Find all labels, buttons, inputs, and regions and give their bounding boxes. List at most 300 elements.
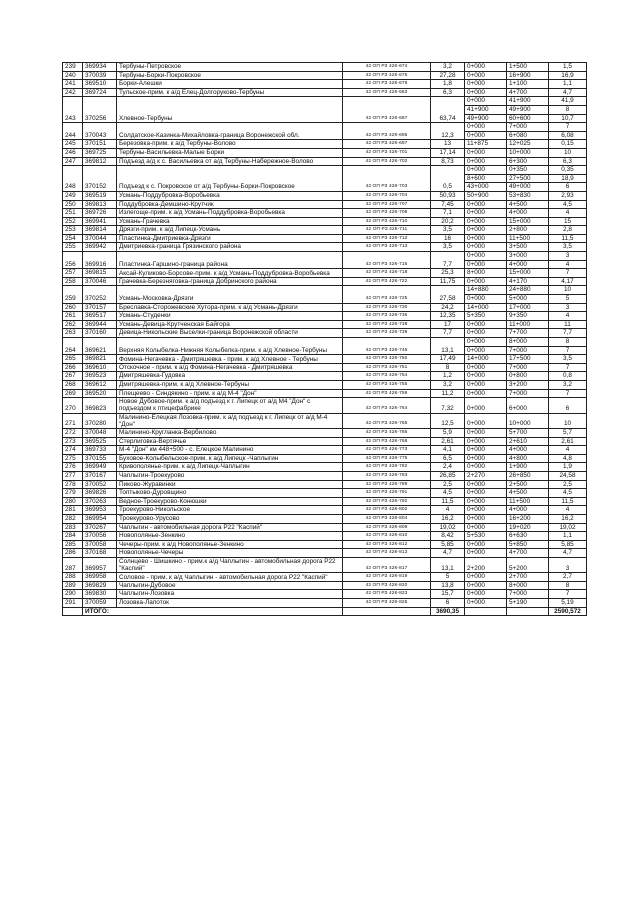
segment-start: [465, 413, 507, 428]
road-code: 370157: [83, 303, 117, 312]
row-number: 260: [63, 303, 83, 312]
road-code: 369525: [83, 437, 117, 446]
segment-length-value: 1,1: [563, 532, 572, 540]
road-code: 370252: [83, 286, 117, 303]
segment-km-value: 7+000: [507, 346, 548, 355]
road-name: Пластинка-Гаршино-граница района: [117, 252, 343, 269]
road-name: Буховое-Колыбельское-прим. к а/д Липецк -Чаплыгин: [117, 454, 343, 463]
table-row: [63, 269, 587, 278]
road-length: 13,8: [431, 581, 465, 590]
segment-km-value: 0+000: [467, 489, 485, 497]
segment-start: [465, 63, 507, 72]
segment-length-value: 6,3: [563, 157, 572, 165]
road-code: 370052: [83, 480, 117, 489]
row-number: 249: [63, 191, 83, 200]
road-name: Березовка-прим. к а/д Тербуны-Волово: [117, 140, 343, 149]
table-row: [63, 590, 587, 599]
road-designation: 42 ОП РЗ 42К-725: [343, 286, 431, 303]
table-row: [63, 312, 587, 321]
segment-km-value: 0+000: [467, 243, 485, 251]
table-row: [63, 581, 587, 590]
segment-start: [465, 454, 507, 463]
segment-km-value: 0+000: [467, 446, 485, 454]
segment-km-value: 0+000: [467, 514, 485, 522]
segment-length: [549, 380, 587, 389]
segment-km-value: 6+300: [509, 157, 527, 165]
road-name: Усмань-Грачевка: [117, 217, 343, 226]
road-length: 17: [431, 320, 465, 329]
road-code: 369814: [83, 226, 117, 235]
segment-start: [465, 277, 507, 286]
segment-km-value: 0+000: [467, 63, 485, 70]
road-name: Новополянье-Зенкино: [117, 532, 343, 541]
segment-km-value: 4+700: [509, 88, 527, 96]
segment-length: [549, 363, 587, 372]
segment-end: [507, 97, 549, 123]
road-name: Новое Дубовое-прим. к а/д подъезд к г. Липецк от а/д М4 "Дон" с подъездом к птицефабрике: [117, 398, 343, 413]
segment-end: [507, 454, 549, 463]
segment-start: [465, 166, 507, 192]
road-length: 1,8: [431, 80, 465, 89]
segment-length-value: 4,8: [563, 454, 572, 462]
road-designation: 42 ОП РЗ 42К-687: [343, 97, 431, 123]
road-length: 12,3: [431, 123, 465, 140]
segment-km-value: 19+020: [509, 523, 531, 531]
segment-start: [465, 363, 507, 372]
segment-km-value: 49+900: [507, 105, 548, 114]
segment-length: [549, 320, 587, 329]
segment-length: [549, 277, 587, 286]
segment-km-value: 0+000: [467, 463, 485, 471]
road-code: 370151: [83, 140, 117, 149]
segment-km-value: 5+530: [467, 532, 485, 540]
row-number: 264: [63, 338, 83, 355]
segment-start: [465, 599, 507, 608]
segment-end: [507, 428, 549, 437]
segment-km-value: 0+000: [467, 166, 485, 174]
road-length: 3,2: [431, 63, 465, 72]
segment-length-value: 0,8: [563, 372, 572, 380]
segment-length-value: 10: [563, 420, 572, 428]
total-label: ИТОГО:: [83, 607, 343, 616]
table-row: [63, 471, 587, 480]
road-name: Малинино-Елецкая Лозовка-прим. к а/д подъезд к г. Липецк от а/д М-4 "Дон": [117, 413, 343, 428]
road-designation: 42 ОП РЗ 42К-708: [343, 209, 431, 218]
segment-length: [549, 329, 587, 338]
row-number: 256: [63, 252, 83, 269]
segment-km-value: 50+900: [467, 191, 489, 199]
segment-length-value: 10,7: [549, 114, 586, 123]
row-number: 262: [63, 320, 83, 329]
segment-length-value: 2,5: [563, 480, 572, 488]
road-code: 369829: [83, 581, 117, 590]
roads-table: [62, 62, 587, 616]
segment-length-value: 4,7: [563, 549, 572, 557]
segment-length-value: 3: [565, 564, 570, 572]
road-designation: 42 ОП РЗ 42К-750: [343, 355, 431, 364]
segment-length-value: 41,9: [561, 97, 574, 105]
segment-length: [549, 446, 587, 455]
road-length: 5,85: [431, 540, 465, 549]
segment-length: [549, 413, 587, 428]
segment-km-value: 12+025: [509, 140, 531, 148]
segment-length-value: 6: [565, 404, 570, 412]
road-length: 12,5: [431, 413, 465, 428]
table-row: [63, 338, 587, 355]
segment-km-value: 26+850: [509, 471, 531, 479]
road-name: Тербуны-Петровское: [117, 63, 343, 72]
table-row: [63, 573, 587, 582]
segment-km-value: 0+000: [465, 260, 506, 269]
row-number: 283: [63, 523, 83, 532]
table-row: [63, 157, 587, 166]
segment-length: [549, 454, 587, 463]
road-length: 17,14: [431, 148, 465, 157]
segment-km-value: 15+000: [509, 217, 531, 225]
segment-start: [465, 320, 507, 329]
segment-km-value: 0+000: [467, 338, 485, 345]
segment-length: [549, 200, 587, 209]
table-row: [63, 380, 587, 389]
segment-end: [507, 355, 549, 364]
segment-length: [549, 523, 587, 532]
segment-length-value: 5,19: [561, 599, 574, 607]
row-number: 253: [63, 226, 83, 235]
segment-start: [465, 549, 507, 558]
segment-end: [507, 497, 549, 506]
road-length: 2,61: [431, 437, 465, 446]
row-number: 245: [63, 140, 83, 149]
segment-length-value: 8: [565, 338, 570, 345]
segment-length: [549, 140, 587, 149]
road-length: 1,2: [431, 372, 465, 381]
segment-km-value: 0+000: [467, 590, 485, 598]
road-designation: 42 ОП РЗ 42К-804: [343, 514, 431, 523]
road-length: 6,3: [431, 88, 465, 97]
segment-end: [507, 234, 549, 243]
segment-km-value: 0+000: [467, 329, 485, 337]
road-designation: 42 ОП РЗ 42К-802: [343, 506, 431, 515]
row-number: 241: [63, 80, 83, 89]
road-code: 370056: [83, 532, 117, 541]
segment-length: [549, 63, 587, 72]
road-name: Пластинка-Дмитриевка-Дрязги: [117, 234, 343, 243]
segment-km-value: 16+200: [509, 514, 531, 522]
road-designation: 42 ОП РЗ 42К-710: [343, 217, 431, 226]
table-row: [63, 506, 587, 515]
road-name: Троекурово-Урусово: [117, 514, 343, 523]
segment-km-value: 5+850: [509, 540, 527, 548]
road-length: 15,7: [431, 590, 465, 599]
segment-length-value: 15: [563, 217, 572, 225]
row-number: 279: [63, 489, 83, 498]
road-name: Новополянье-Чечеры: [117, 549, 343, 558]
segment-length: [549, 269, 587, 278]
segment-km-value: 0+000: [467, 573, 485, 581]
segment-end: [507, 363, 549, 372]
segment-length: [549, 88, 587, 97]
segment-end: [507, 157, 549, 166]
row-number: 274: [63, 446, 83, 455]
row-number: 255: [63, 243, 83, 252]
road-designation: 42 ОП РЗ 42К-765: [343, 413, 431, 428]
segment-length-value: 1,1: [563, 80, 572, 88]
segment-length-value: 3: [565, 252, 570, 260]
road-length: 8: [431, 363, 465, 372]
segment-km-value: 11+500: [509, 234, 531, 242]
segment-km-value: 5+200: [509, 564, 527, 572]
segment-length-value: 0,35: [561, 166, 574, 174]
road-length: 3,2: [431, 380, 465, 389]
empty-cell: [507, 607, 549, 616]
road-length: 13: [431, 140, 465, 149]
table-row: [63, 398, 587, 413]
segment-length-value: 2,61: [561, 437, 574, 445]
segment-km-value: 0+000: [467, 523, 485, 531]
table-row: [63, 200, 587, 209]
road-length: 7,7: [431, 329, 465, 338]
road-code: 370048: [83, 428, 117, 437]
table-row: [63, 97, 587, 123]
segment-km-value: 0+000: [467, 599, 485, 607]
segment-length: [549, 599, 587, 608]
road-name: Солдатское-Казинка-Михайловка-граница Воронежской обл.: [117, 123, 343, 140]
segment-end: [507, 463, 549, 472]
road-designation: 42 ОП РЗ 42К-679: [343, 80, 431, 89]
road-name: Стерлиговка-Вертячье: [117, 437, 343, 446]
segment-km-value: 2+500: [509, 480, 527, 488]
segment-start: [465, 200, 507, 209]
row-number: 284: [63, 532, 83, 541]
segment-length-value: 5,85: [561, 540, 574, 548]
road-name: Тербуны-Борки-Покровское: [117, 71, 343, 80]
segment-end: [507, 581, 549, 590]
road-length: 50,93: [431, 191, 465, 200]
road-designation: 42 ОП РЗ 42К-703: [343, 166, 431, 192]
segment-length-value: 3: [565, 303, 570, 311]
road-code: 370263: [83, 497, 117, 506]
road-length: 16: [431, 234, 465, 243]
segment-length-value: 24,58: [559, 471, 576, 479]
segment-length: [549, 123, 587, 140]
segment-start: [465, 480, 507, 489]
road-designation: 42 ОП РЗ 42К-782: [343, 463, 431, 472]
table-row: [63, 320, 587, 329]
road-length: 11,2: [431, 389, 465, 398]
segment-end: [507, 413, 549, 428]
road-length: 2,5: [431, 480, 465, 489]
road-code: 369949: [83, 463, 117, 472]
segment-km-value: 0+000: [467, 404, 485, 412]
segment-length-value: 10: [563, 286, 572, 294]
row-number: 272: [63, 428, 83, 437]
road-length: 6: [431, 599, 465, 608]
segment-length-value: 6: [549, 182, 586, 191]
segment-length-value: 1,5: [563, 63, 572, 70]
segment-length-value: 4: [565, 506, 570, 514]
table-row: [63, 71, 587, 80]
segment-length-value: 4,5: [563, 489, 572, 497]
segment-km-value: 2+270: [467, 471, 485, 479]
segment-length: [549, 463, 587, 472]
segment-km-value: 0+000: [465, 131, 506, 140]
row-number: 282: [63, 514, 83, 523]
road-code: 369726: [83, 209, 117, 218]
road-name: Бреславка-Сторожевские Хутора-прим. к а/д Усмань-Дрязги: [117, 303, 343, 312]
segment-km-value: 0+000: [467, 480, 485, 488]
table-row: [63, 437, 587, 446]
table-row: [63, 480, 587, 489]
road-name: Ведное-Троекурово-Конюшки: [117, 497, 343, 506]
segment-length: [549, 209, 587, 218]
road-code: 369958: [83, 573, 117, 582]
road-designation: 42 ОП РЗ 42К-810: [343, 532, 431, 541]
segment-end: [507, 573, 549, 582]
road-name: Усмань-Поддубровка-Воробьевка: [117, 191, 343, 200]
segment-km-value: 7+000: [509, 363, 527, 371]
road-code: 369519: [83, 191, 117, 200]
segment-km-value: 0+000: [467, 148, 485, 156]
road-name: Тульское-прим. к а/д Елец-Долгоруково-Тербуны: [117, 88, 343, 97]
road-code: 370168: [83, 549, 117, 558]
segment-end: [507, 446, 549, 455]
road-name: Лозовка-Лапоток: [117, 599, 343, 608]
row-number: 281: [63, 506, 83, 515]
road-code: 369724: [83, 88, 117, 97]
road-designation: 42 ОП РЗ 42К-722: [343, 277, 431, 286]
segment-length: [549, 497, 587, 506]
segment-start: [465, 471, 507, 480]
segment-end: [507, 191, 549, 200]
road-length: 13,1: [431, 557, 465, 572]
road-designation: 42 ОП РЗ 42К-712: [343, 234, 431, 243]
row-number: 239: [63, 63, 83, 72]
segment-length-value: 8: [565, 581, 570, 589]
segment-length: [549, 557, 587, 572]
road-code: 369815: [83, 269, 117, 278]
road-name: Борки-Алешки: [117, 80, 343, 89]
segment-length-value: 4: [565, 446, 570, 454]
table-row: [63, 303, 587, 312]
segment-end: [507, 398, 549, 413]
segment-end: [507, 226, 549, 235]
segment-start: [465, 226, 507, 235]
road-designation: 42 ОП РЗ 42К-817: [343, 557, 431, 572]
table-row: [63, 428, 587, 437]
segment-length: [549, 243, 587, 252]
segment-start: [465, 286, 507, 303]
road-designation: 42 ОП РЗ 42К-738: [343, 320, 431, 329]
segment-start: [465, 329, 507, 338]
road-name: Топтыково-Дуровщино: [117, 489, 343, 498]
segment-end: [507, 523, 549, 532]
segment-km-value: 0+000: [467, 581, 485, 589]
table-row: [63, 463, 587, 472]
segment-km-value: 5+000: [507, 294, 548, 303]
table-row: [63, 363, 587, 372]
table-row: [63, 226, 587, 235]
road-code: 369812: [83, 157, 117, 166]
segment-end: [507, 437, 549, 446]
road-length: 11,5: [431, 497, 465, 506]
row-number: 259: [63, 286, 83, 303]
row-number: 261: [63, 312, 83, 321]
segment-length: [549, 573, 587, 582]
road-name: Девица-Никольские Выселки-граница Воронежской области: [117, 329, 343, 338]
segment-start: [465, 497, 507, 506]
segment-km-value: 41+900: [465, 105, 506, 114]
segment-length-value: 5: [549, 294, 586, 303]
segment-start: [465, 355, 507, 364]
segment-km-value: 0+000: [467, 389, 485, 397]
road-name: Троекурово-Никольское: [117, 506, 343, 515]
road-length: 3,5: [431, 226, 465, 235]
segment-km-value: 43+000: [465, 182, 506, 191]
segment-length: [549, 480, 587, 489]
road-name: Чаплыгин-Дубовое: [117, 581, 343, 590]
row-number: 265: [63, 355, 83, 364]
road-length: 5: [431, 573, 465, 582]
segment-km-value: 7+000: [509, 389, 527, 397]
segment-end: [507, 200, 549, 209]
table-row: [63, 234, 587, 243]
road-length: 26,85: [431, 471, 465, 480]
row-number: 240: [63, 71, 83, 80]
segment-start: [465, 252, 507, 269]
road-designation: 42 ОП РЗ 42К-773: [343, 446, 431, 455]
segment-end: [507, 532, 549, 541]
road-name: М-4 "Дон" км 448+500 - с. Елецкое Малинино: [117, 446, 343, 455]
segment-start: [465, 380, 507, 389]
road-length: 17,49: [431, 355, 465, 364]
table-body: [63, 63, 587, 616]
segment-length-value: 2,7: [563, 573, 572, 581]
segment-length: [549, 471, 587, 480]
road-name: Усмань-Московка-Дрязги: [117, 286, 343, 303]
segment-km-value: 0+000: [467, 277, 485, 285]
segment-length-value: 4: [565, 312, 570, 320]
row-number: 250: [63, 200, 83, 209]
road-name: Дрязги-прим. к а/д Липецк-Усмань: [117, 226, 343, 235]
road-name: Чаплыгин-Лозовка: [117, 590, 343, 599]
segment-start: [465, 209, 507, 218]
segment-length: [549, 506, 587, 515]
segment-end: [507, 549, 549, 558]
table-row: [63, 355, 587, 364]
segment-km-value: 0+000: [467, 540, 485, 548]
road-name: Усмань-Девица-Крутченская Байгора: [117, 320, 343, 329]
segment-length-value: 7: [565, 363, 570, 371]
segment-km-value: 8+000: [509, 581, 527, 589]
road-designation: 42 ОП РЗ 42К-819: [343, 573, 431, 582]
row-number: 267: [63, 372, 83, 381]
road-length: 19,02: [431, 523, 465, 532]
segment-km-value: 6+000: [509, 404, 527, 412]
road-designation: 42 ОП РЗ 42К-755: [343, 380, 431, 389]
road-code: 369957: [83, 557, 117, 572]
segment-km-value: 4+800: [509, 454, 527, 462]
road-length: 7,32: [431, 398, 465, 413]
segment-end: [507, 243, 549, 252]
segment-km-value: 7+000: [509, 590, 527, 598]
segment-km-value: 11+500: [509, 497, 531, 505]
road-code: 369942: [83, 243, 117, 252]
segment-km-value: 49+900: [465, 114, 506, 123]
segment-end: [507, 471, 549, 480]
segment-end: [507, 277, 549, 286]
segment-km-value: 41+900: [509, 97, 531, 105]
segment-length: [549, 97, 587, 123]
